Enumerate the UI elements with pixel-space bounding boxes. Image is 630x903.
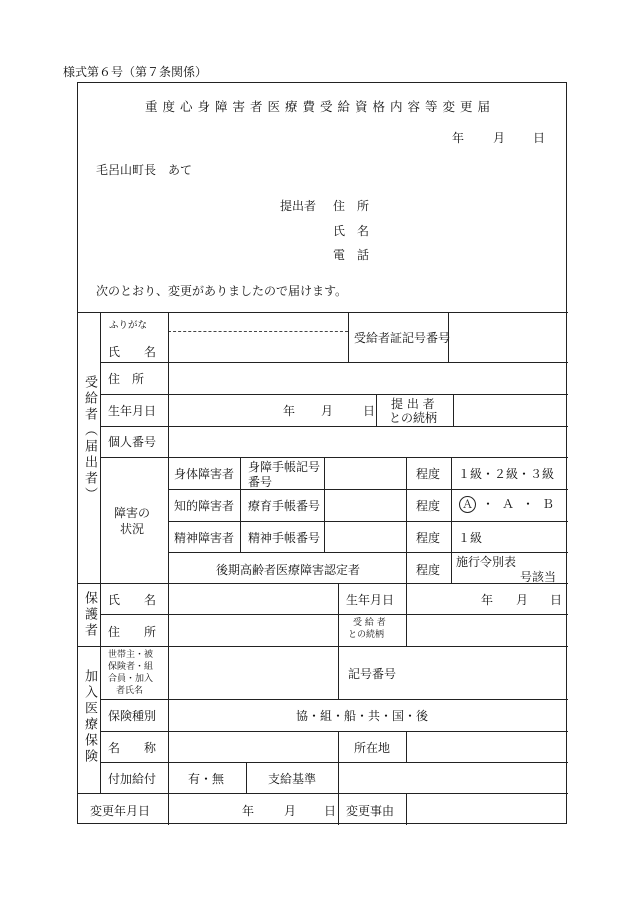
mental-notebook-label: 精神手帳番号 xyxy=(248,531,321,545)
circled-a: Ａ xyxy=(459,496,476,513)
guardian-address-label: 住 所 xyxy=(108,625,157,639)
change-reason-label: 変更事由 xyxy=(346,804,395,818)
guardian-relation-label-2: との続柄 xyxy=(348,630,385,640)
form-title: 重度心身障害者医療費受給資格内容等変更届 xyxy=(145,99,496,114)
guardian-birth-month: 月 xyxy=(516,593,529,607)
mental-degree-value: １級 xyxy=(458,531,483,545)
additional-benefit-options: 有・無 xyxy=(188,772,225,786)
mental-type-label: 精神障害者 xyxy=(174,531,235,545)
holder-label-3: 合員・加入 xyxy=(108,674,154,684)
submitter-phone-label: 電 話 xyxy=(333,248,370,262)
insurance-type-label: 保険種別 xyxy=(108,709,157,723)
holder-label-1: 世帯主・被 xyxy=(108,650,154,660)
recipient-birth-month: 月 xyxy=(321,404,334,418)
elderly-value-2: 号該当 xyxy=(520,570,557,584)
elderly-degree-label: 程度 xyxy=(416,563,441,577)
holder-label-2: 保険者・組 xyxy=(108,662,154,672)
furigana-label: ふりがな xyxy=(109,320,148,331)
recipient-address-label: 住 所 xyxy=(108,372,145,386)
recipient-name-label: 氏 名 xyxy=(108,345,157,359)
change-day: 日 xyxy=(324,804,337,818)
guardian-name-label: 氏 名 xyxy=(108,593,157,607)
submitter-address-label: 住 所 xyxy=(333,199,370,213)
guardian-section-label: 保護者 xyxy=(82,591,97,639)
additional-benefit-label: 付加給付 xyxy=(108,772,157,786)
insurer-location-label: 所在地 xyxy=(354,741,391,755)
intellectual-type-label: 知的障害者 xyxy=(174,499,235,513)
symbol-number-label: 記号番号 xyxy=(348,667,397,681)
addressee: 毛呂山町長 あて xyxy=(96,163,193,177)
physical-notebook-label-2: 番号 xyxy=(248,475,273,489)
elderly-label: 後期高齢者医療障害認定者 xyxy=(216,563,361,577)
submitter-name-label: 氏 名 xyxy=(333,224,370,238)
relation-label-2: との続柄 xyxy=(389,411,438,425)
date-day-label: 日 xyxy=(533,131,546,145)
guardian-birth-day: 日 xyxy=(550,593,563,607)
physical-type-label: 身体障害者 xyxy=(174,467,235,481)
intellectual-degree-label: 程度 xyxy=(416,499,441,513)
intellectual-degree-rest: ・Ａ・Ｂ xyxy=(482,497,563,511)
physical-degree-label: 程度 xyxy=(416,467,441,481)
recipient-birth-day: 日 xyxy=(363,404,376,418)
change-month: 月 xyxy=(284,804,297,818)
physical-notebook-label-1: 身障手帳記号 xyxy=(248,460,321,474)
recipient-birthdate-label: 生年月日 xyxy=(108,404,157,418)
personal-number-label: 個人番号 xyxy=(108,435,157,449)
guardian-birth-year: 年 xyxy=(481,593,494,607)
elderly-value-1: 施行令別表 xyxy=(456,555,517,569)
insurance-type-options: 協・組・船・共・国・後 xyxy=(296,709,429,723)
statement: 次のとおり、変更がありましたので届けます。 xyxy=(96,284,348,298)
insurance-section-label: 加入医療保険 xyxy=(82,669,97,765)
mental-degree-label: 程度 xyxy=(416,531,441,545)
intellectual-degree-options xyxy=(459,495,562,513)
recipient-birth-year: 年 xyxy=(283,404,296,418)
cert-number-label: 受給者証記号番号 xyxy=(354,331,451,345)
change-notification-form xyxy=(77,82,567,824)
relation-label-1: 提 出 者 xyxy=(391,397,435,411)
submitter-label: 提出者 xyxy=(280,199,317,213)
date-year-label: 年 xyxy=(452,131,465,145)
guardian-relation-label-1: 受 給 者 xyxy=(353,618,386,628)
physical-degree-options: １級・２級・３級 xyxy=(458,467,555,481)
disability-label-1: 障害の xyxy=(114,506,151,520)
change-year: 年 xyxy=(242,804,255,818)
recipient-section-label: 受給者︵届出者︶ xyxy=(82,375,97,503)
holder-label-4: 者氏名 xyxy=(116,686,144,696)
change-date-label: 変更年月日 xyxy=(90,804,151,818)
insurer-name-label: 名 称 xyxy=(108,741,157,755)
form-number: 様式第６号（第７条関係） xyxy=(63,65,208,79)
benefit-standard-label: 支給基準 xyxy=(268,772,317,786)
guardian-birthdate-label: 生年月日 xyxy=(346,593,395,607)
intellectual-notebook-label: 療育手帳番号 xyxy=(248,499,321,513)
disability-label-2: 状況 xyxy=(120,522,145,536)
date-month-label: 月 xyxy=(493,131,506,145)
